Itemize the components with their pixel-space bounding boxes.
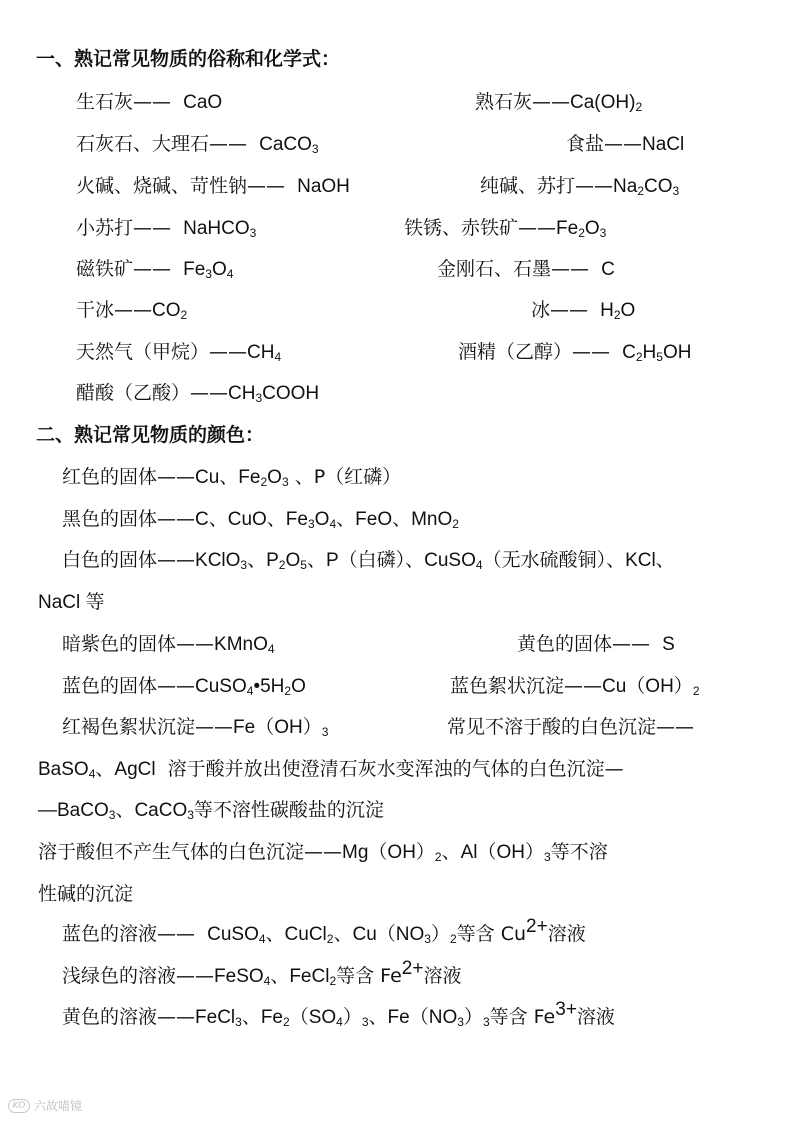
item-formula: $C_2H_5OH$ xyxy=(622,342,692,364)
item-rust xyxy=(404,216,606,240)
color-insoluble-white-label: 常见不溶于酸的白色沉淀—— xyxy=(447,716,695,738)
item-dry-ice xyxy=(76,298,187,322)
color-carbonate-precipitate: —BaCO$_3$、CaCO$_3$等不溶性碳酸盐的沉淀 xyxy=(38,799,384,822)
item-acetic-acid xyxy=(76,381,319,405)
item-name: 干冰—— xyxy=(76,299,153,321)
color-black-solid: 黑色的固体——C、CuO、$Fe_3O_4$、FeO、MnO$_2$ xyxy=(62,508,459,531)
color-green-solution: 浅绿色的溶液——FeSO$_4$、FeCl$_2$等含 $Fe^{2+}$溶液 xyxy=(62,958,462,988)
item-name: 石灰石、大理石—— xyxy=(76,133,248,155)
color-white-solid: 白色的固体——KClO$_3$、$P_2O_5$、P（白磷）、CuSO$_4$（无水硫酸铜）、KCl、 xyxy=(62,549,675,572)
watermark-text: 六故喵镜 xyxy=(34,1099,83,1113)
color-white-solid-cont: NaCl 等 xyxy=(38,592,105,613)
item-slaked-lime xyxy=(475,90,642,114)
item-methane xyxy=(76,340,281,364)
item-formula: NaHCO$_3$ xyxy=(183,218,257,240)
item-formula: $Fe_3O_4$ xyxy=(183,259,234,281)
item-formula: CaO xyxy=(183,92,223,113)
color-red-brown-precipitate: 红褐色絮状沉淀$——Fe(OH)_3$ xyxy=(62,716,329,739)
item-name: 铁锈、赤铁矿—— xyxy=(404,217,557,239)
watermark-logo-icon: KO xyxy=(8,1099,30,1113)
item-ethanol xyxy=(458,340,691,364)
item-quicklime xyxy=(76,90,222,114)
item-baking-soda xyxy=(76,216,256,240)
item-formula: $Fe_2O_3$ xyxy=(556,218,607,240)
item-salt xyxy=(566,132,684,156)
color-red-solid: 红色的固体——Cu、$Fe_2O_3$ 、P（红磷） xyxy=(62,466,402,489)
item-name: 酒精（乙醇）—— xyxy=(458,341,611,363)
item-formula: CaCO$_3$ xyxy=(259,134,319,156)
item-caustic-soda xyxy=(76,174,350,198)
item-diamond-graphite xyxy=(437,257,615,281)
item-formula: $Ca(OH)_2$ xyxy=(570,92,643,114)
item-name: 纯碱、苏打—— xyxy=(480,175,614,197)
watermark xyxy=(8,1097,82,1114)
item-formula: $CO_2$ xyxy=(152,300,188,322)
color-base-precipitate: 溶于酸但不产生气体的白色沉淀$——Mg(OH)_2$、$Al(OH)_3$等不溶 xyxy=(38,841,608,864)
item-name: 小苏打—— xyxy=(76,217,172,239)
color-yellow-solid: 黄色的固体—— S xyxy=(517,633,675,655)
item-magnetite xyxy=(76,257,233,281)
item-formula: $H_2O$ xyxy=(600,300,636,322)
item-formula: $Na_2CO_3$ xyxy=(613,176,680,198)
item-name: 金刚石、石墨—— xyxy=(437,258,590,280)
color-blue-precipitate: 蓝色絮状沉淀$——Cu(OH)_2$ xyxy=(450,675,700,698)
color-dark-purple-solid: 暗紫色的固体——KMnO$_4$ xyxy=(62,633,275,656)
item-formula: C xyxy=(601,259,615,280)
color-blue-solid: 蓝色的固体$——CuSO_4•5H_2O$ xyxy=(62,675,306,698)
item-ice xyxy=(531,298,635,322)
item-name: 醋酸（乙酸）—— xyxy=(76,382,229,404)
color-yellow-solution: 黄色的溶液——FeCl$_3$、$Fe_2(SO_4)_3$、$Fe(NO_3)_3$等含 $Fe^{3+}$溶液 xyxy=(62,999,615,1029)
item-name: 生石灰—— xyxy=(76,91,172,113)
color-base-precipitate-cont: 性碱的沉淀 xyxy=(38,883,134,905)
item-name: 磁铁矿—— xyxy=(76,258,172,280)
color-insoluble-white-cont: BaSO$_4$、AgCl 溶于酸并放出使澄清石灰水变浑浊的气体的白色沉淀— xyxy=(38,758,624,781)
item-limestone xyxy=(76,132,319,156)
section2-title: 二、熟记常见物质的颜色： xyxy=(36,424,265,446)
section1-title: 一、熟记常见物质的俗称和化学式： xyxy=(36,48,341,70)
item-name: 食盐—— xyxy=(566,133,643,155)
item-name: 天然气（甲烷）—— xyxy=(76,341,248,363)
item-name: 冰—— xyxy=(531,299,589,321)
item-formula: $CH_4$ xyxy=(247,342,282,364)
item-name: 熟石灰—— xyxy=(475,91,571,113)
item-soda-ash xyxy=(480,174,679,198)
item-formula: NaCl xyxy=(642,134,685,155)
item-name: 火碱、烧碱、苛性钠—— xyxy=(76,175,286,197)
color-blue-solution: 蓝色的溶液—— CuSO$_4$、CuCl$_2$、$Cu(NO_3)_2$等含 $Cu^{2+}$溶液 xyxy=(62,916,586,946)
item-formula: NaOH xyxy=(297,176,350,197)
item-formula: $CH_3COOH$ xyxy=(228,383,320,405)
